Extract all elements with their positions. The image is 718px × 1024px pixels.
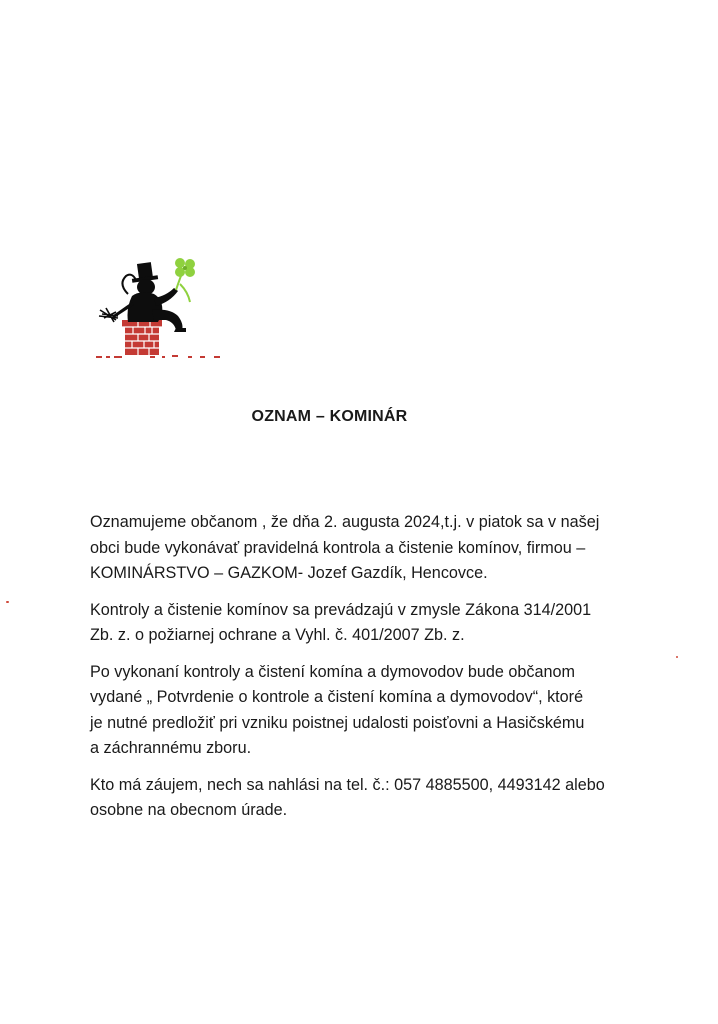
text-line: Kontroly a čistenie komínov sa prevádzajú v zmysle Zákona 314/2001 bbox=[90, 600, 592, 619]
scan-speck bbox=[676, 656, 678, 658]
text-line: a záchrannému zboru. bbox=[90, 739, 252, 757]
text-line: Po vykonaní kontroly a čistení komína a dymovodov bude občanom bbox=[90, 662, 576, 681]
text-line: Kto má záujem, nech sa nahlási na tel. č.: 057 4885500, 4493142 alebo bbox=[90, 775, 605, 794]
paragraph-contact bbox=[90, 773, 650, 824]
chimney-sweep-icon bbox=[92, 258, 232, 368]
scan-speck bbox=[6, 601, 9, 603]
notice-body bbox=[90, 510, 650, 835]
text-line: KOMINÁRSTVO – GAZKOM- Jozef Gazdík, Hencovce. bbox=[90, 564, 488, 582]
paragraph-legal-basis bbox=[90, 598, 650, 649]
text-line: vydané „ Potvrdenie o kontrole a čistení komína a dymovodov“, ktoré bbox=[90, 688, 584, 706]
text-line: osobne na obecnom úrade. bbox=[90, 801, 288, 819]
text-line: je nutné predložiť pri vzniku poistnej udalosti poisťovni a Hasičskému bbox=[90, 713, 585, 732]
text-line: Zb. z. o požiarnej ochrane a Vyhl. č. 401/2007 Zb. z. bbox=[90, 626, 465, 644]
paragraph-certificate bbox=[90, 660, 650, 762]
notice-title: OZNAM – KOMINÁR bbox=[251, 408, 408, 425]
text-line: obci bude vykonávať pravidelná kontrola a čistenie komínov, firmou – bbox=[90, 538, 586, 557]
paragraph-announcement bbox=[90, 510, 650, 587]
text-line: Oznamujeme občanom , že dňa 2. augusta 2024,t.j. v piatok sa v našej bbox=[90, 513, 600, 531]
